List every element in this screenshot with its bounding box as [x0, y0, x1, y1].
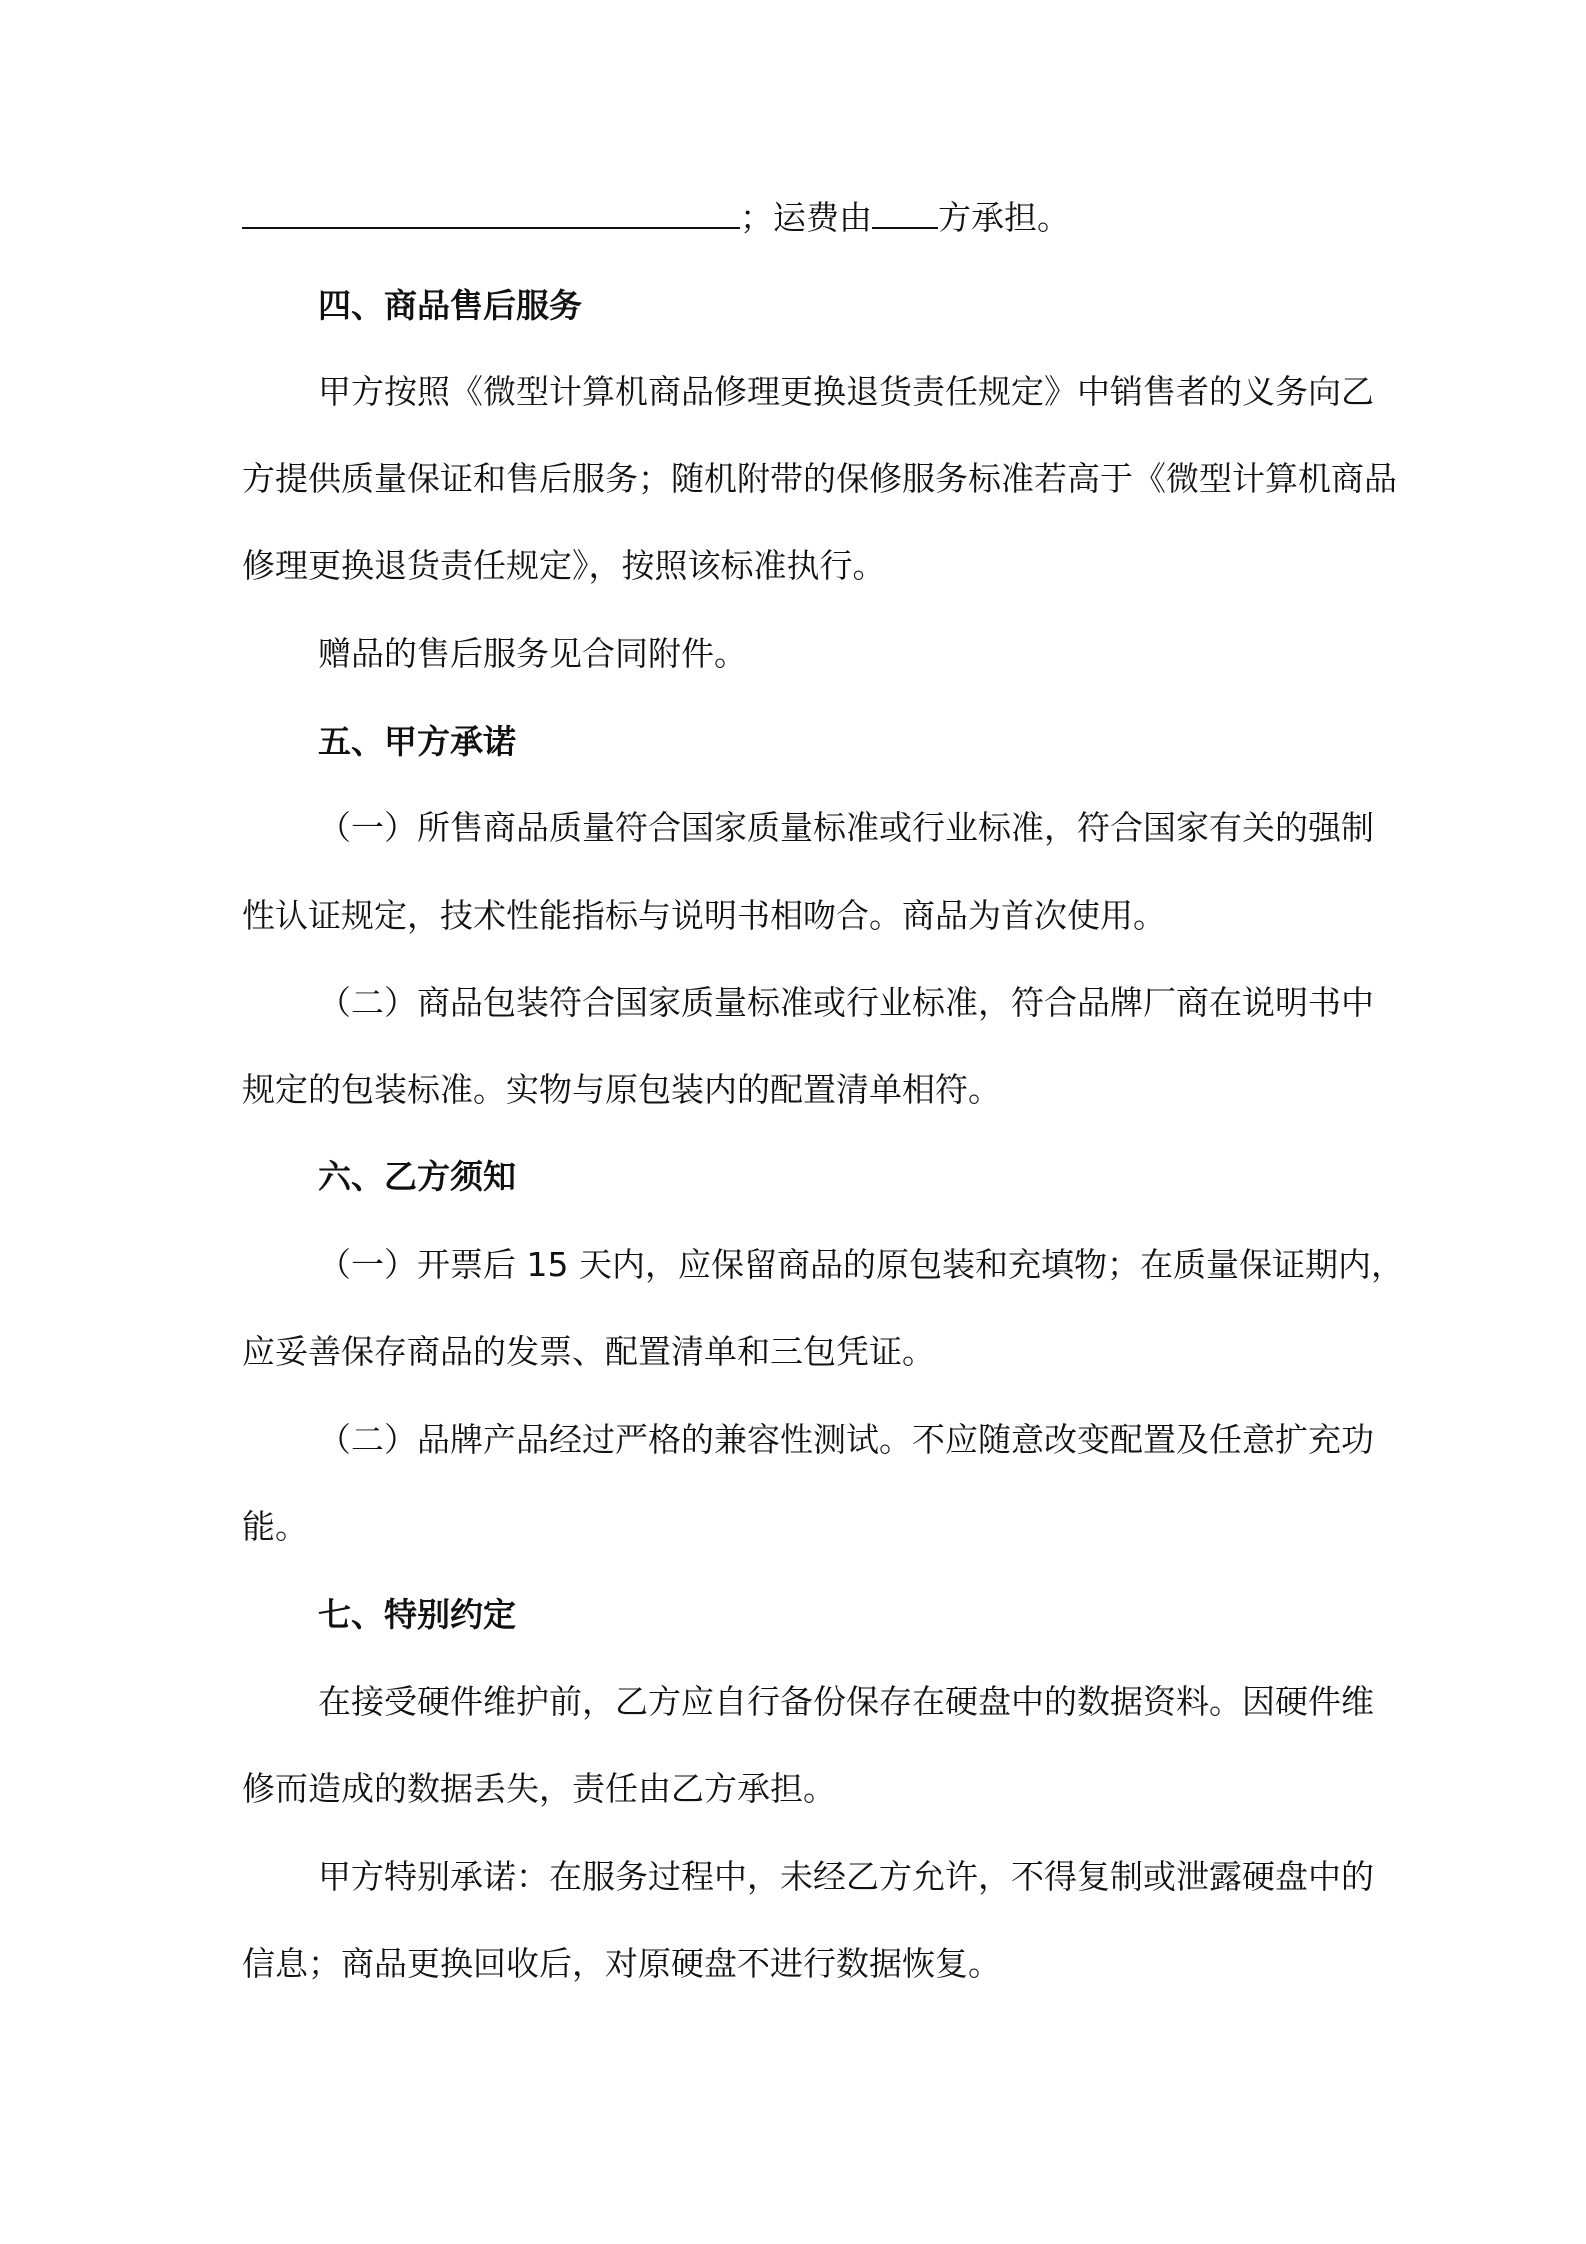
- freight-line: [242, 196, 1362, 240]
- list-item-line: 能。: [242, 1507, 308, 1546]
- fill-in-blank: [242, 197, 740, 229]
- freight-tail: 方承担。: [938, 198, 1070, 237]
- section-heading-party-a-commitment: 五、甲方承诺: [318, 722, 516, 761]
- list-item-line: 性认证规定，技术性能指标与说明书相吻合。商品为首次使用。: [242, 896, 1166, 935]
- list-item-line: （二）商品包装符合国家质量标准或行业标准，符合品牌厂商在说明书中: [318, 983, 1374, 1022]
- list-item-line: 应妥善保存商品的发票、配置清单和三包凭证。: [242, 1332, 935, 1371]
- paragraph-line: 赠品的售后服务见合同附件。: [318, 634, 747, 673]
- list-item-line: （一）开票后 15 天内，应保留商品的原包装和充填物；在质量保证期内，: [318, 1245, 1404, 1284]
- paragraph-line: 甲方按照《微型计算机商品修理更换退货责任规定》中销售者的义务向乙: [318, 372, 1374, 411]
- section-heading-after-sales: 四、商品售后服务: [318, 286, 582, 325]
- paragraph-line: 修理更换退货责任规定》，按照该标准执行。: [242, 546, 886, 585]
- paragraph-line: 信息；商品更换回收后，对原硬盘不进行数据恢复。: [242, 1944, 1001, 1983]
- fill-in-blank-party: [872, 197, 938, 229]
- paragraph-line: 方提供质量保证和售后服务；随机附带的保修服务标准若高于《微型计算机商品: [242, 459, 1397, 498]
- paragraph-line: 甲方特别承诺：在服务过程中，未经乙方允许，不得复制或泄露硬盘中的: [318, 1857, 1374, 1896]
- list-item-line: （一）所售商品质量符合国家质量标准或行业标准，符合国家有关的强制: [318, 808, 1374, 847]
- list-item-line: （二）品牌产品经过严格的兼容性测试。不应随意改变配置及任意扩充功: [318, 1420, 1374, 1459]
- list-item-line: 规定的包装标准。实物与原包装内的配置清单相符。: [242, 1070, 1001, 1109]
- freight-text: ；运费由: [740, 198, 872, 237]
- section-heading-party-b-notice: 六、乙方须知: [318, 1157, 516, 1196]
- paragraph-line: 修而造成的数据丢失，责任由乙方承担。: [242, 1769, 836, 1808]
- section-heading-special-terms: 七、特别约定: [318, 1595, 516, 1634]
- paragraph-line: 在接受硬件维护前，乙方应自行备份保存在硬盘中的数据资料。因硬件维: [318, 1682, 1374, 1721]
